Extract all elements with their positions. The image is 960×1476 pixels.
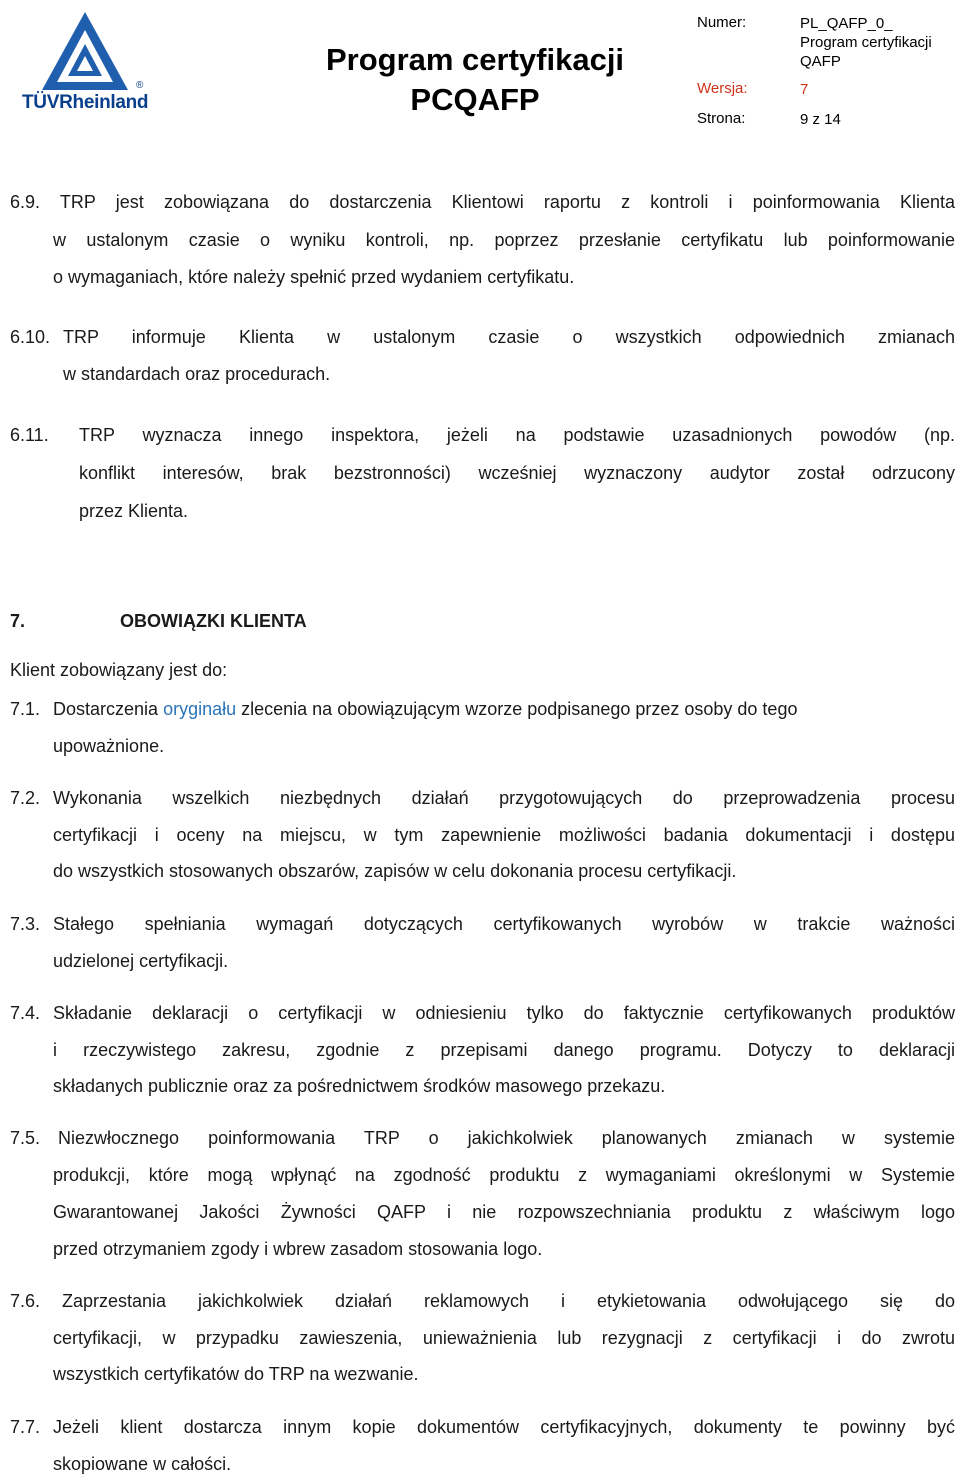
- wersja-value: 7: [800, 81, 809, 98]
- document-header: [0, 0, 960, 160]
- p7-2-line-1: Wykonania wszelkich niezbędnych działań przygotowujących do przeprowadzenia procesu: [53, 788, 955, 808]
- p7-4-line-3: składanych publicznie oraz za pośrednictwem środków masowego przekazu.: [53, 1076, 666, 1096]
- p6-9-line-1: 6.9. TRP jest zobowiązana do dostarczenia Klientowi raportu z kontroli i poinformowania Klienta: [10, 192, 955, 212]
- p6-10-line-2: w standardach oraz procedurach.: [63, 364, 331, 384]
- numer-value-line-1: PL_QAFP_0_: [800, 15, 893, 32]
- header-subtitle: PCQAFP: [410, 82, 540, 117]
- numer-label: Numer:: [697, 14, 747, 31]
- tuv-rheinland-logo: [22, 10, 147, 112]
- p6-10-number: 6.10.: [10, 327, 51, 347]
- p7-6-line-3: wszystkich certyfikatów do TRP na wezwanie.: [53, 1364, 419, 1384]
- p7-1-text-post: zlecenia na obowiązującym wzorze podpisanego przez osoby do tego: [241, 699, 798, 719]
- p7-6-line-1: Zaprzestania jakichkolwiek działań reklamowych i etykietowania odwołującego się do: [62, 1291, 955, 1311]
- p6-9-line-2: w ustalonym czasie o wyniku kontroli, np. poprzez przesłanie certyfikatu lub poinformowanie: [53, 230, 955, 250]
- section-7-heading: OBOWIĄZKI KLIENTA: [120, 611, 307, 631]
- registered-mark: ®: [136, 80, 144, 91]
- p7-5-line-1: Niezwłocznego poinformowania TRP o jakichkolwiek planowanych zmianach w systemie: [58, 1128, 955, 1148]
- section-7-intro: Klient zobowiązany jest do:: [10, 660, 228, 680]
- p7-5-line-4: przed otrzymaniem zgody i wbrew zasadom stosowania logo.: [53, 1239, 543, 1259]
- numer-value-line-2: Program certyfikacji: [800, 34, 932, 51]
- p7-7-line-2: skopiowane w całości.: [53, 1454, 232, 1474]
- p7-6-line-2: certyfikacji, w przypadku zawieszenia, unieważnienia lub rezygnacji z certyfikacji i do zwrotu: [53, 1328, 955, 1348]
- p7-2-line-2: certyfikacji i oceny na miejscu, w tym zapewnienie możliwości badania dokumentacji i dostępu: [53, 825, 955, 845]
- p6-11-line-3: przez Klienta.: [79, 501, 189, 521]
- p7-4-line-1: Składanie deklaracji o certyfikacji w odniesieniu tylko do faktycznie certyfikowanych produktów: [53, 1003, 955, 1023]
- wersja-label: Wersja:: [697, 80, 748, 97]
- p6-11-number: 6.11.: [10, 425, 49, 445]
- header-title: Program certyfikacji: [325, 42, 625, 77]
- p7-1-number: 7.1.: [10, 699, 41, 719]
- p7-1-highlight: oryginału: [163, 699, 237, 719]
- p7-5-line-2: produkcji, które mogą wpłynąć na zgodność produktu z wymaganiami określonymi w Systemie: [53, 1165, 955, 1185]
- p6-10-line-1: TRP informuje Klienta w ustalonym czasie o wszystkich odpowiednich zmianach: [63, 327, 955, 347]
- strona-value: 9 z 14: [800, 111, 841, 128]
- tuv-triangle-icon: [40, 10, 130, 92]
- p7-1-text-pre: Dostarczenia: [53, 699, 159, 719]
- p6-9-line-3: o wymaganiach, które należy spełnić przed wydaniem certyfikatu.: [53, 267, 575, 287]
- p6-11-line-1: TRP wyznacza innego inspektora, jeżeli na podstawie uzasadnionych powodów (np.: [79, 425, 955, 445]
- p7-2-line-3: do wszystkich stosowanych obszarów, zapisów w celu dokonania procesu certyfikacji.: [53, 861, 737, 881]
- logo-wordmark: TÜVRheinland: [22, 92, 149, 113]
- p7-6-number: 7.6.: [10, 1291, 41, 1311]
- p7-5-number: 7.5.: [10, 1128, 41, 1148]
- p7-3-number: 7.3.: [10, 914, 41, 934]
- p7-4-number: 7.4.: [10, 1003, 41, 1023]
- p7-1-line-1: [53, 698, 955, 720]
- p7-1-line-2: upoważnione.: [53, 736, 165, 756]
- p6-11-line-2: konflikt interesów, brak bezstronności) wcześniej wyznaczony audytor został odrzucony: [79, 463, 955, 483]
- strona-label: Strona:: [697, 110, 746, 127]
- section-7-number: 7.: [10, 611, 26, 631]
- p7-4-line-2: i rzeczywistego zakresu, zgodnie z przepisami danego programu. Dotyczy to deklaracji: [53, 1040, 955, 1060]
- p7-3-line-2: udzielonej certyfikacji.: [53, 951, 229, 971]
- numer-value-line-3: QAFP: [800, 53, 841, 70]
- p7-5-line-3: Gwarantowanej Jakości Żywności QAFP i nie rozpowszechniania produktu z właściwym logo: [53, 1202, 955, 1222]
- p7-7-line-1: Jeżeli klient dostarcza innym kopie dokumentów certyfikacyjnych, dokumenty te powinny być: [53, 1417, 955, 1437]
- p7-2-number: 7.2.: [10, 788, 41, 808]
- p7-7-number: 7.7.: [10, 1417, 41, 1437]
- p7-3-line-1: Stałego spełniania wymagań dotyczących certyfikowanych wyrobów w trakcie ważności: [53, 914, 955, 934]
